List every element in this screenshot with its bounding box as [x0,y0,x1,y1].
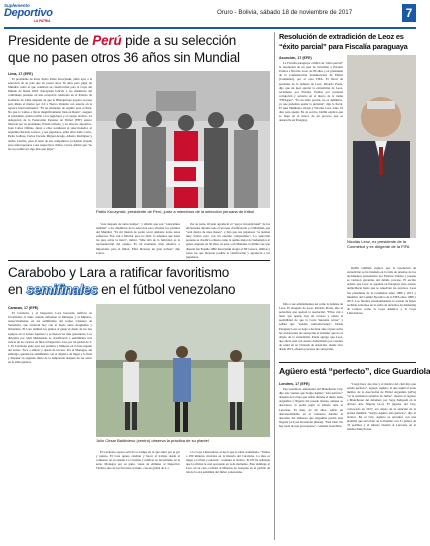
article-leoz-photo [347,55,416,238]
headline-country: Perú [92,33,122,48]
article-body: Por su parte, Oviedo agradeció el "apoyo incondicional" de los aficionados durante todo el proceso clasificatorio y el Mundial, que "será dentro de unos meses", y dijo que sus jugadores "se sienten muy felices pero con un enorme compromiso". La selección peruana se clasificó a Rusia como la quinta mejor de Sudamérica al ganar, después de 36 años, su pase a un Mundial, la última vez que disputó fue España 1982. Kuczynski elogió al DT Gareca, Oblitas y todos los que hicieron posible la clasificación y agradeció a los jugadores. [186,222,270,259]
article-peru-photo [96,71,270,208]
article-peru-body-left [8,72,92,255]
article-leoz-headline [279,32,416,51]
edition-label: LA PATRIA [34,19,51,23]
article-body: "este después de tanto tiempo", y añadió que son "conscientes también" a los miembros de la selección para afrontar los partidos del Mundial. "Es mi ilusión de poder sacar adelante todos estos esfuerzos. Nos van a felicitar pero no fácil, lo tenemos que tener los pies sobre la tierra", indicó. "Más allá de la felicidad, es la representación del equipo. Es un momento muy emotivo e importante para el fútbol. Ellos hicieron un gran trabajo" dijo Cueva. [96,222,180,255]
article-leoz-body-extra [279,302,343,360]
article-venezuela-body-mid [96,450,180,538]
article-peru-body-right [186,222,270,259]
supplement-label: Suplemento [4,3,30,8]
article-dateline: Lima, 17 (EFE) [8,72,33,76]
peru-team-photo [96,71,270,208]
article-peru-body-mid [96,222,180,256]
headline-text: en [8,282,23,297]
headline-line1: Resolución de extradición de Leoz es [279,32,404,41]
section-logo[interactable]: Deportivo [4,7,53,19]
header-dateline: Oruro - Bolivia, sábado 18 de noviembre de 2017 [217,9,353,16]
article-peru-headline [8,32,270,66]
article-venezuela-headline [8,264,270,298]
article-aguero-body-right [347,382,416,538]
header-rule [4,27,416,29]
article-venezuela-body-left [8,306,92,538]
article-venezuela-body-right [186,450,270,538]
masthead [4,2,416,26]
section-rule [8,260,270,261]
article-dateline: Londres, 17 (EFE) [279,382,310,386]
headline-line1: Carabobo y Lara a ratificar favoritismo [8,265,230,280]
article-venezuela-photo [96,304,270,437]
headline-line2: que no pasen otros 36 años sin Mundial [8,50,240,65]
page-number-box [402,4,416,22]
article-aguero-headline: Agüero está “perfecto”, dice Guardiola [279,366,430,376]
leoz-photo-caption: Nicolás Leoz, ex presidente de la Conmebol y ex dirigente de la FIFA [347,239,410,249]
article-body: Delfín también explicó que la resolución de extradición se ha fundado en la falta de pruebas de los documentos presentados por Estados Unidos y porque se violaron garantías del debido proceso. El escrito ordenó que Leoz se quedará en Paraguay bajo arresto domiciliario hasta que se resuelvan los recursos. Leoz fue presidente de la Conmebol entre 1986 y 2013 y miembro del Comité Ejecutivo de la FIFA entre 1998 y 2013. Los fiscales estadounidenses lo acusan de haber recibido sobornos en la venta de derechos de marketing de torneos como la Copa América y la Copa Libertadores. [347,266,416,316]
article-body: fallo a sus señalamientos así como la defensa de Leoz. El abogado de Leoz, Ricardo Preda, dijo al periodista que apelará la resolución. "Ellos van a tener que apelar, hay un recurso y existe la posibilidad de que la Corte Suprema revise" y señaló que "existen contradicciones". Desde Paraguay Leoz se negó a declarar ante el juez sobre las acusaciones de corrupción al entender que no es objeto de la extradición. Preda agregó que Leoz, que ahora está con arresto domiciliario por razones de salud en su vivienda de Asunción, donde vive desde 2015, afrontó procesos de corrupción. [279,302,343,352]
headline-text: Presidente de [8,33,89,48]
leoz-portrait-photo [347,55,416,238]
team-training-photo [96,304,270,437]
article-aguero-body-left [279,382,343,538]
article-leoz-body-mid [347,266,416,316]
article-body: El presidente de Perú, Pedro Pablo Kuczynski, pidió ayer a la selección de su país que no pasen otros 36 años para jugar un Mundial como el que celebrará su clasificación para la Copa del Mundo de Rusia 2018. Kuczynski felicitó a los miembros del combinado peruano en una recepción celebrada en el Palacio de Gobierno de Lima después de que la Blanquirroja lograra su pase para Rusia el martes por 2-0 a Nueva Zelanda con autoría en la repesca intercontinental. "Es un momento de orgullo para el Perú. No que lo vamos a llevar magníficamente bien en Rusia", aseguró el presidente, quien recibió a los jugadores y el cuerpo técnico. La delegación de la Federación Peruana de Fútbol (FPF) estuvo liderada por su presidente, Edwin Oviedo, y su director deportivo, Juan Carlos Oblitas. Junto a ellos acudieron el seleccionador, el argentino Ricardo Gareca, y sus jugadores, entre ellos Aldo Corzo, Pedro Gallese, Carlos Cáceda, Miguel Araujo, Alberto Rodríguez y Andre Carrillo, pues el resto de sus compañeros ya habían viajado para reincorporarse a sus respectivos clubes. Cueva afirmó que "no les es posible ser algo más que jugar". [8,77,92,151]
headline-highlight: semifinales [26,282,98,297]
article-body: a la Copa Libertadores al decir que la tabla acumulada. "Vamos a 180 minutos cruciales en la historia del Carabobo. La idea es llegar a la final y pelearla", comentó el técnico. El DT ha señalado que la afición le está apoyando en todo momento. Este domingo el Lara, en su casa, recibirá al Mineros de Guayana en el partido de ida de la otra semifinal del fútbol venezolano. [186,450,270,475]
column-divider [274,32,275,540]
article-dateline: Asunción, 17 (EFE) [279,56,312,60]
article-body: "Llegó hace dos días y el médico del club dijo que estaba perfecto", agregó. Agüero, al que según el parte médico de la Asociación de Fútbol Argentino (AFA) "se le realizaron estudios de rutina", mostró el regreso a Manchester del delantero por Jorge Sampaoli en la derrota ante Nigeria (4-2). El jugador del City, convocado en 2017, era objeto de la atención de la prensa mundial. "Sergio Agüero está perfecto", dijo el técnico. En el City, Agüero se encontró con una plantilla que está líder de la Premier con 31 puntos de 33 posibles y el sábado visitará al Leicester en el estadio King Power. [347,382,416,432]
article-dateline: Caracas, 17 (EFE) [8,306,39,310]
venezuela-photo-caption: Julio César Baldivieso (centro) observa la práctica de su plantel [96,438,209,443]
headline-text: pide a su selección [125,33,237,48]
headline-text: en el fútbol venezolano [101,282,236,297]
article-leoz-body-left [279,56,343,302]
headline-line2: “éxito parcial” para Fiscalía paraguaya [279,41,408,51]
peru-photo-caption: Pablo Kuczynski, presidente de Perú, junto a miembros de la selección peruana de fútbol [96,209,255,214]
article-body: La Fiscalía paraguaya calificó de "éxito parcial" la resolución de un juez de extraditar a Estados Unidos a Nicolás Leoz, de 89 años y ex presidente de la Confederación Sudamericana de Fútbol (Conmebol), por el caso FIFA. El fiscal de garantías de la defensa de Leoz, Ricardo Preda, dijo que un juez aprobó la extradición de Leoz, reclamado por Estados Unidos por presunta corrupción y soborno en el marco de la trama "FIFAgate". "Es un éxito parcial, no es definitivo, ya que podemos apelar la decisión", dijo la fiscal. El juez Humberto Otazú y Nicolás Leoz tenía 10 días para apelar. En su escrito, Delfín explicó que se llega en el marco de un proceso que se desarrolla en Paraguay. [279,61,343,123]
article-body: El Carabobo espera salir de la trampa en la que entró por el gol y puntos. El Lara quiere celebrar y hacer el trabajo desde el comienzo en su estadio La Carolina y ratificar su favoritismo en la serie. Monagas por su parte, viene de eliminar al Deportivo Táchira, uno de los favoritos al título, con un global de 2-1. [96,450,180,471]
page-number: 7 [405,6,413,20]
article-body: Pep Guardiola, entrenador del Manchester City, dijo este viernes que Sergio Agüero "está perfecto" después de la baja que sufrió durante el duelo entre Argentina y Nigeria del pasado martes, aunque se desconoce si podrá jugar el sábado ante el Leicester. El Kun, de 29 años, sufrió un desvanecimiento en el vestuario durante el descanso del amistoso que Argentina perdió ante Nigeria (4-2) en Krasnodar (Rusia). "Está bien. No hay nada de qué preocuparse", comentó Guardiola. [279,387,343,428]
article-body: El Carabobo y el Deportivo Lara buscarán ratificar su favoritismo al título cuando enfrenten al Monagas y al Mineros, respectivamente, en las semifinales del torneo Clausura de Venezuela, que arrancan hoy con el duelo entre Aragüeños y Orientales. El Lara dominó los puntos al ganar el duelo de los dos equipos en el torneo Apertura y se fueron los más goleadores. Los dirigidos por Saúl Maldonado se clasificaron a semifinales tras vencer en los cuartos de final al Deportivo Lara por un global de 3-1. El Carabobo ganó ayer sus partidos y Mineros en la fase regular del torneo 'Toca a ambos' y quedó de tercero. Por el Monagas, sin embargo, quedan las semifinales con el objetivo de llegar a la final y disputar su segundo título de la temporada después de ser sexto en la tabla general. [8,311,92,365]
section-rule [279,362,416,363]
